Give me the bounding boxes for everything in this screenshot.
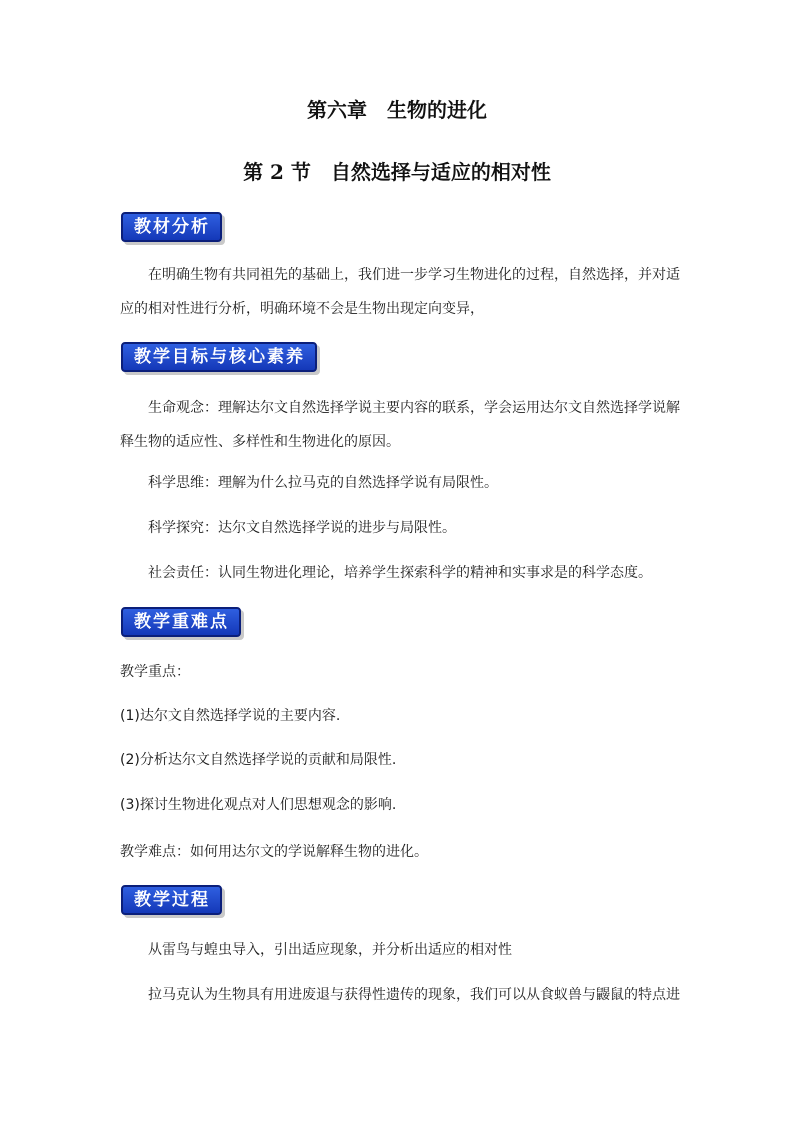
textbook-analysis-heading-badge: 教材分析 bbox=[121, 212, 222, 242]
process-heading-badge: 教学过程 bbox=[121, 885, 222, 915]
chapter-title: 第六章 生物的进化 bbox=[307, 98, 487, 122]
textbook-analysis-paragraph: 在明确生物有共同祖先的基础上，我们进一步学习生物进化的过程，自然选择，并对适应的相对性进行分析，明确环境不会是生物出现定向变异， bbox=[120, 267, 680, 317]
scientific-inquiry-line: 科学探究：达尔文自然选择学说的进步与局限性。 bbox=[148, 520, 456, 536]
objectives-heading-badge: 教学目标与核心素养 bbox=[121, 342, 317, 372]
process-intro-line: 从雷鸟与蝗虫导入，引出适应现象，并分析出适应的相对性 bbox=[148, 942, 512, 958]
scientific-thinking-line: 科学思维：理解为什么拉马克的自然选择学说有局限性。 bbox=[148, 475, 498, 491]
social-responsibility-line: 社会责任：认同生物进化理论，培养学生探索科学的精神和实事求是的科学态度。 bbox=[148, 565, 652, 581]
difficulty-line: 教学难点：如何用达尔文的学说解释生物的进化。 bbox=[120, 844, 428, 860]
life-concept-paragraph: 生命观念：理解达尔文自然选择学说主要内容的联系，学会运用达尔文自然选择学说解释生物的适应性、多样性和生物进化的原因。 bbox=[120, 400, 680, 450]
focus-item-2: (2)分析达尔文自然选择学说的贡献和局限性. bbox=[120, 752, 397, 768]
key-points-heading-badge: 教学重难点 bbox=[121, 607, 241, 637]
process-continuation-line: 拉马克认为生物具有用进废退与获得性遗传的现象，我们可以从食蚁兽与鼹鼠的特点进 bbox=[148, 987, 680, 1003]
focus-label: 教学重点： bbox=[120, 664, 190, 680]
focus-item-1: (1)达尔文自然选择学说的主要内容. bbox=[120, 708, 341, 724]
focus-item-3: (3)探讨生物进化观点对人们思想观念的影响. bbox=[120, 797, 397, 813]
section-title: 第 2 节 自然选择与适应的相对性 bbox=[243, 160, 551, 184]
